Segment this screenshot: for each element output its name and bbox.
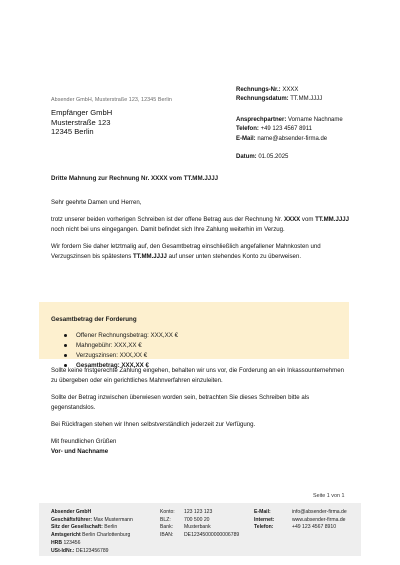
- invoice-number-row: Rechnungs-Nr.: XXXX: [236, 87, 299, 93]
- letter-body: [51, 198, 351, 262]
- paragraph-already-paid: Sollte der Betrag inzwischen überwiesen worden sein, betrachten Sie dieses Schreiben bitte als gegenstandslos.: [51, 394, 310, 411]
- contact-row: Ansprechpartner: Vorname Nachname: [236, 116, 343, 123]
- paragraph-demand: Wir fordern Sie daher letztmalig auf, den Gesamtbetrag einschließlich angefallener Mahnkosten und Verzugszinsen bis spätestens TT.MM.JJJJ auf unser unten stehendes Konto zu überweisen.: [51, 243, 321, 260]
- letter-date-row: Datum: 01.05.2025: [236, 154, 289, 161]
- letter-footer: [39, 503, 361, 556]
- paragraph-escalation: Sollte keine fristgerechte Zahlung eingehen, behalten wir uns vor, die Forderung an ein Inkassounternehmen zu übergeben oder ein gerichtliches Mahnverfahren einzuleiten.: [51, 367, 345, 384]
- claim-item-interest: Verzugszinsen: XXX,XX €: [39, 351, 178, 361]
- claim-item-total: Gesamtbetrag: XXX,XX €: [39, 361, 178, 371]
- signature-name: Vor- und Nachname: [51, 448, 109, 455]
- email-row: E-Mail: name@absender-firma.de: [236, 135, 328, 142]
- paragraph-overdue: trotz unserer beiden vorherigen Schreiben ist der offene Betrag aus der Rechnung Nr. XXXX vom TT.MM.JJJJ noch nicht bei uns eingegangen. Damit befindet sich Ihre Zahlung weiterhin im Verzug.: [51, 216, 350, 233]
- invoice-meta-block: [236, 86, 343, 162]
- footer-contact-column: E-Mail: info@absender-firma.de Internet: www.absender-firma.de Telefon: +49 123 4567 8910: [254, 509, 347, 531]
- recipient-name: Empfänger GmbH: [51, 108, 113, 117]
- bullet-icon: [64, 354, 67, 357]
- closing-greeting: Mit freundlichen Grüßen: [51, 438, 117, 445]
- claim-summary-box: [39, 302, 349, 369]
- recipient-address: [51, 108, 112, 137]
- claim-list: [39, 331, 178, 371]
- paragraph-questions: Bei Rückfragen stehen wir Ihnen selbstverständlich jederzeit zur Verfügung.: [51, 421, 256, 428]
- sender-return-line: Absender GmbH, Musterstraße 123, 12345 Berlin: [51, 97, 172, 103]
- claim-title: Gesamtbetrag der Forderung: [51, 316, 137, 323]
- footer-bank-column: Konto: 123 123 123 BLZ: 700 500 20 Bank: Musterbank IBAN: DE12345000000006789: [160, 509, 240, 539]
- bullet-icon: [64, 334, 67, 337]
- bullet-icon: [64, 344, 67, 347]
- salutation: Sehr geehrte Damen und Herren,: [51, 199, 142, 206]
- letter-closing-section: [51, 366, 351, 457]
- recipient-city: 12345 Berlin: [51, 127, 94, 137]
- footer-company-column: Absender GmbH Geschäftsführer: Max Mustermann Sitz der Gesellschaft: Berlin Amtsgericht Berlin Charlottenburg HRB 123456 USt-IdNr.: DE123456789: [51, 509, 133, 554]
- letter-subject: Dritte Mahnung zur Rechnung Nr. XXXX vom TT.MM.JJJJ: [51, 175, 219, 182]
- page-number: Seite 1 von 1: [313, 493, 345, 499]
- claim-item-open-amount: Offener Rechnungsbetrag: XXX,XX €: [39, 331, 178, 341]
- claim-item-fee: Mahngebühr: XXX,XX €: [39, 341, 178, 351]
- phone-row: Telefon: +49 123 4567 8911: [236, 126, 313, 133]
- invoice-date-row: Rechnungsdatum: TT.MM.JJJJ: [236, 96, 323, 103]
- recipient-street: Musterstraße 123: [51, 117, 111, 127]
